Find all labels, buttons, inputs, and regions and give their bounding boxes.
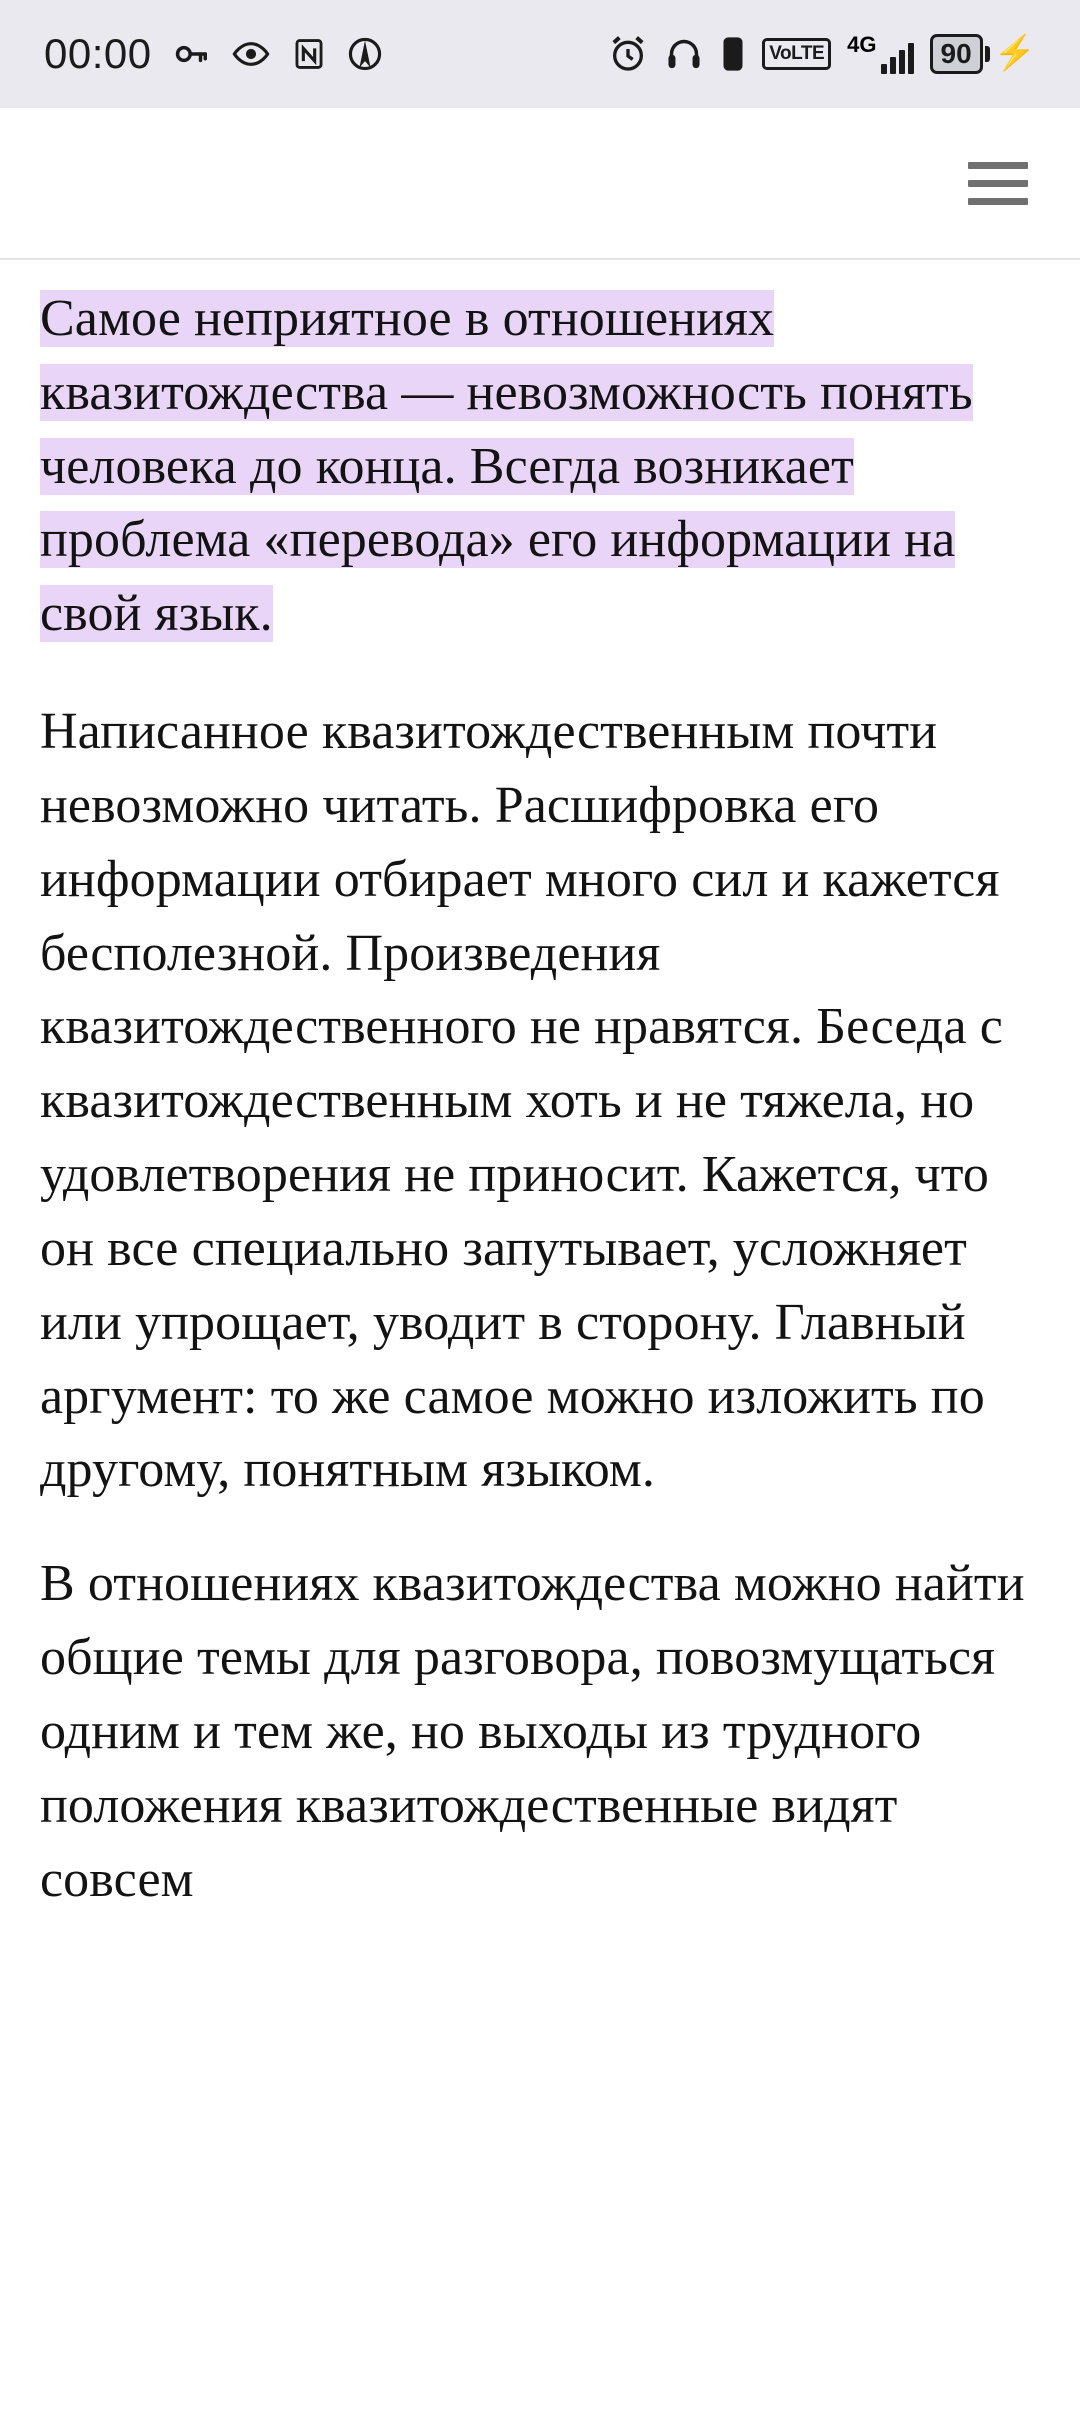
volte-icon: VoLTE	[762, 38, 831, 70]
nfc-icon	[292, 35, 326, 73]
paragraph: В отношениях квазитождества можно найти общие темы для разговора, повозмущаться одним и тем же, но выходы из трудного положения квазитождественные видят совсем	[40, 1555, 1025, 1908]
status-bar	[0, 0, 1080, 108]
signal-icon	[847, 34, 913, 74]
hamburger-menu-icon[interactable]	[960, 145, 1036, 221]
eye-icon	[230, 35, 272, 73]
battery-icon	[930, 34, 1037, 73]
article-content	[0, 260, 1080, 1916]
network-type-label: 4G	[847, 32, 877, 57]
battery-percent-label: 90	[930, 34, 983, 73]
charging-bolt-icon: ⚡	[993, 34, 1036, 72]
alarm-icon	[608, 34, 648, 74]
app-header	[0, 108, 1080, 260]
signal-bars	[881, 40, 914, 74]
highlighted-text: Самое неприятное в отношениях квазитождества — невозможность понять человека до конца. Всегда возникает проблема «перевода» его информации на свой язык.	[40, 290, 973, 643]
headphones-icon	[664, 35, 704, 73]
paragraph: Написанное квазитождественным почти невозможно читать. Расшифровка его информации отбирает много сил и кажется бесполезной. Произведения квазитождественного не нравятся. Беседа с квазитождественным хоть и не тяжела, но удовлетворения не приносит. Кажется, что он все специально запутывает, усложняет или упрощает, уводит в сторону. Главный аргумент: то же самое можно изложить по другому, понятным языком.	[40, 703, 1003, 1499]
status-bar-right	[608, 34, 1036, 74]
paragraph-highlighted	[40, 282, 1040, 651]
compass-icon	[346, 35, 384, 73]
status-bar-left	[44, 30, 384, 78]
status-clock: 00:00	[44, 30, 152, 77]
vibrate-icon	[720, 35, 746, 73]
key-icon	[172, 35, 210, 73]
battery-cap	[985, 46, 990, 62]
